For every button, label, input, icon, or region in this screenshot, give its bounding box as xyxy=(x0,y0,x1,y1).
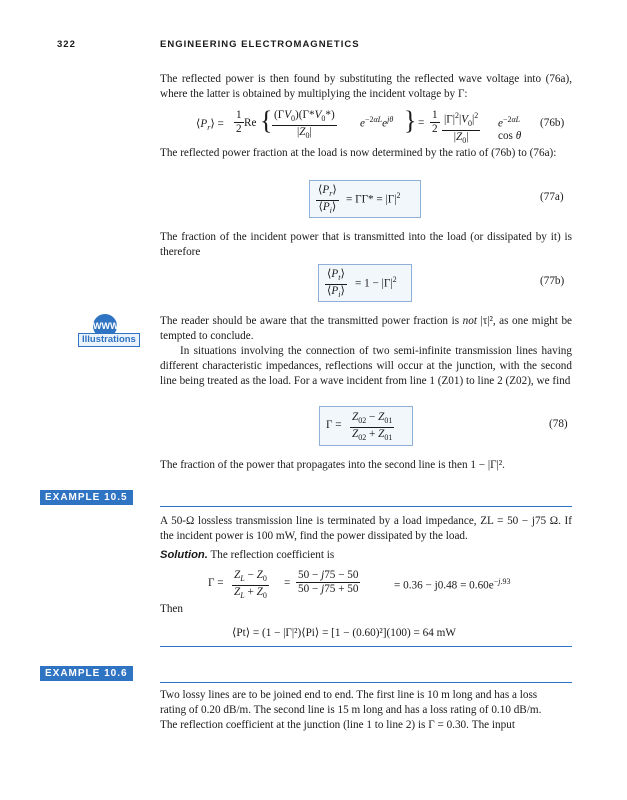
equation-77a: $\frac{⟨P_r⟩}{⟨P_i⟩}$ = $\Gamma\Gamma* = |\Gamma|^2$ xyxy=(309,180,421,218)
running-header: ENGINEERING ELECTROMAGNETICS xyxy=(160,39,360,50)
example-10-5-tag: EXAMPLE 10.5 xyxy=(40,490,133,505)
illustrations-link[interactable]: Illustrations xyxy=(78,333,140,347)
solution-line: Solution. The reflection coefficient is xyxy=(160,549,335,561)
equation-76b: $⟨P_r⟩$ = $\frac{1}{2}$ Re { $\frac{(\Gamma V_0)(\Gamma*V_0*)}{|Z_0|}$ $e^{-2\alpha L}e^{j\theta}$ } = $\frac{1}{2}$ $\frac{|\Gamma|^2|V_0|^2}{|Z_0|}$ $e^{-2\alpha L}$ cos θ xyxy=(196,106,522,146)
paragraph-5: In situations involving the connection of two semi-infinite transmission lines having different characteristic impedances, reflections will occur at the junction, with the second line being treated as the load. For a wave incident from line 1 (Z01) to line 2 (Z02), we find xyxy=(160,345,572,387)
example-10-6-line-2: rating of 0.20 dB/m. The second line is 15 m long and has a loss rating of 0.10 dB/m. xyxy=(160,704,542,716)
reflection-coefficient-equation: Γ = $\frac{Z_L - Z_0}{Z_L + Z_0}$ = $\frac{50 - j75 - 50}{50 - j75 + 50}$ = $0.36 - j0.48 = 0.60e^{-j.93}$ xyxy=(208,569,511,601)
paragraph-2: The reflected power fraction at the load is now determined by the ratio of (76b) to (76a): xyxy=(160,147,557,159)
equation-number-76b: (76b) xyxy=(540,117,565,129)
equation-78: Γ = $\frac{Z_{02} - Z_{01}}{Z_{02} + Z_{01}}$ xyxy=(319,406,413,446)
paragraph-1: The reflected power is then found by substituting the reflected wave voltage into (76a), where the latter is obtained by multiplying the incident voltage by Γ: xyxy=(160,73,572,100)
equation-77b: $\frac{⟨P_t⟩}{⟨P_i⟩}$ = $1 - |\Gamma|^2$ xyxy=(318,264,412,302)
example-bottom-rule xyxy=(160,646,572,647)
example-10-6-line-3: The reflection coefficient at the junction (line 1 to line 2) is Γ = 0.30. The input xyxy=(160,719,515,731)
example-2-top-rule xyxy=(160,682,572,683)
equation-number-78: (78) xyxy=(549,418,568,430)
equation-number-77b: (77b) xyxy=(540,275,565,287)
then-label: Then xyxy=(160,603,183,615)
paragraph-4: The reader should be aware that the transmitted power fraction is not |τ|², as one might be tempted to conclude. xyxy=(160,315,573,342)
paragraph-3: The fraction of the incident power that is transmitted into the load (or dissipated by it) is therefore xyxy=(160,231,572,258)
equation-number-77a: (77a) xyxy=(540,191,564,203)
power-result-equation: ⟨Pt⟩ = (1 − |Γ|²)⟨Pi⟩ = [1 − (0.60)²](100) = 64 mW xyxy=(232,627,456,639)
example-top-rule xyxy=(160,506,572,507)
page-number: 322 xyxy=(57,39,76,50)
example-10-5-problem: A 50-Ω lossless transmission line is terminated by a load impedance, ZL = 50 − j75 Ω. If the incident power is 100 mW, find the power dissipated by the load. xyxy=(160,515,572,542)
example-10-6-line-1: Two lossy lines are to be joined end to end. The first line is 10 m long and has a loss xyxy=(160,689,538,701)
paragraph-6: The fraction of the power that propagates into the second line is then 1 − |Γ|². xyxy=(160,459,505,471)
example-10-6-tag: EXAMPLE 10.6 xyxy=(40,666,133,681)
www-globe-icon: WWW xyxy=(93,314,117,338)
